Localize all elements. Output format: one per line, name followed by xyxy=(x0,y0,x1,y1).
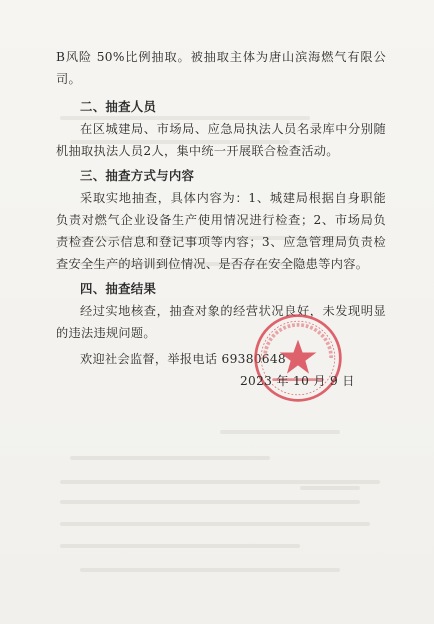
section-body-method: 采取实地抽查，具体内容为：1、城建局根据自身职能负责对燃气企业设备生产使用情况进行检查；2、市场局负责检查公示信息和登记事项等内容；3、应急管理局负责检查安全生产的培训到位情况、是否存在安全隐患等内容。 xyxy=(56,191,386,271)
section-heading-result: 四、抽查结果 xyxy=(80,281,157,296)
section-body-personnel: 在区城建局、市场局、应急局执法人员名录库中分别随机抽取执法人员2人，集中统一开展联合检查活动。 xyxy=(56,122,386,158)
closing-line: 欢迎社会监督，举报电话 69380648 xyxy=(80,352,286,366)
official-seal-stamp xyxy=(252,312,344,404)
document-date: 2023 年 10 月 9 日 xyxy=(240,374,355,388)
intro-tail: B风险 50%比例抽取。被抽取主体为唐山滨海燃气有限公司。 xyxy=(56,50,386,86)
section-heading-personnel: 二、抽查人员 xyxy=(80,99,157,114)
section-body-result: 经过实地核查，抽查对象的经营状况良好，未发现明显的违法违规问题。 xyxy=(56,304,386,340)
section-heading-method: 三、抽查方式与内容 xyxy=(80,168,195,183)
